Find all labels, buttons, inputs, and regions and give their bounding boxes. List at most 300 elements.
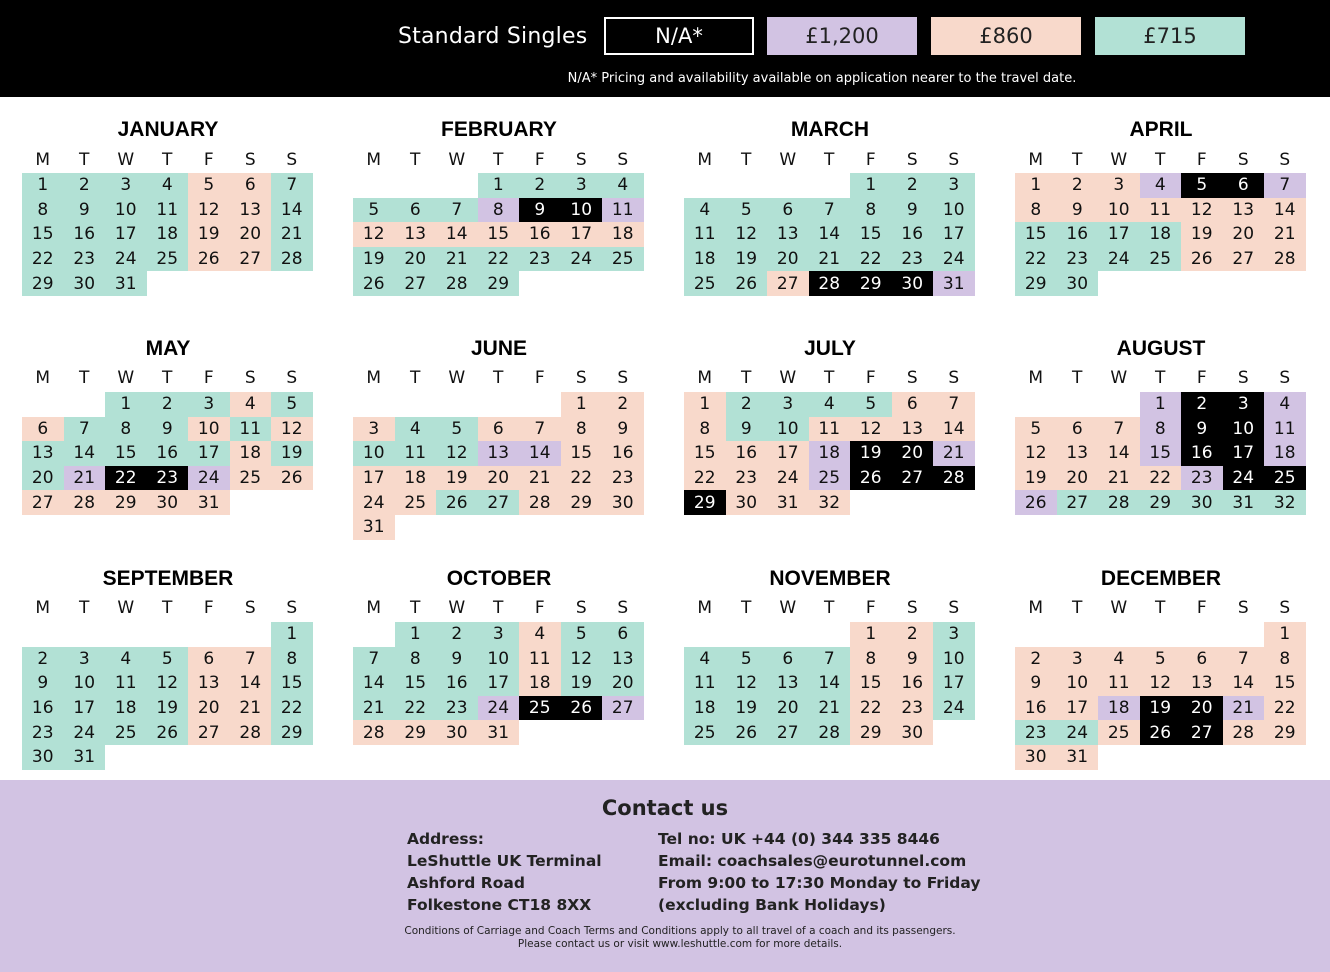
day-cell: 10 bbox=[64, 671, 106, 696]
day-cell: 18 bbox=[602, 222, 644, 247]
weekday-label: T bbox=[824, 368, 835, 388]
month-title: JANUARY bbox=[117, 118, 219, 141]
day-cell: 14 bbox=[436, 222, 478, 247]
day-cell: 32 bbox=[1264, 490, 1306, 515]
day-cell: 23 bbox=[602, 466, 644, 491]
day-cell: 6 bbox=[892, 392, 934, 417]
day-cell: 4 bbox=[1264, 392, 1306, 417]
day-cell: 13 bbox=[1181, 671, 1223, 696]
weekday-label: T bbox=[493, 368, 504, 388]
day-cell: 18 bbox=[1264, 441, 1306, 466]
address-line: Address: bbox=[407, 830, 484, 848]
weekday-label: T bbox=[79, 598, 90, 618]
weekday-label: S bbox=[1237, 368, 1249, 388]
day-cell: 5 bbox=[1015, 417, 1057, 442]
day-cell: 25 bbox=[395, 490, 437, 515]
day-cell: 9 bbox=[22, 671, 64, 696]
day-cell: 15 bbox=[1015, 222, 1057, 247]
weekday-label: F bbox=[1196, 150, 1207, 170]
day-cell: 14 bbox=[1264, 198, 1306, 223]
day-cell: 21 bbox=[933, 441, 975, 466]
day-cell: 12 bbox=[353, 222, 395, 247]
day-cell: 31 bbox=[105, 271, 147, 296]
day-cell: 9 bbox=[147, 417, 189, 442]
day-cell: 11 bbox=[1140, 198, 1182, 223]
day-cell: 21 bbox=[1223, 696, 1265, 721]
day-cell: 28 bbox=[933, 466, 975, 491]
day-cell: 13 bbox=[602, 647, 644, 672]
day-cell: 20 bbox=[1181, 696, 1223, 721]
day-cell: 29 bbox=[271, 720, 313, 745]
day-cell: 29 bbox=[850, 271, 892, 296]
day-cell: 19 bbox=[436, 466, 478, 491]
day-cell: 7 bbox=[809, 647, 851, 672]
day-cell: 7 bbox=[230, 647, 272, 672]
day-cell: 19 bbox=[188, 222, 230, 247]
day-cell: 4 bbox=[602, 173, 644, 198]
day-cell: 12 bbox=[436, 441, 478, 466]
email-line: Email: coachsales@eurotunnel.com bbox=[658, 852, 967, 870]
day-cell: 20 bbox=[22, 466, 64, 491]
day-cell: 18 bbox=[519, 671, 561, 696]
day-cell: 11 bbox=[1264, 417, 1306, 442]
day-cell: 25 bbox=[684, 720, 726, 745]
day-cell: 10 bbox=[478, 647, 520, 672]
day-cell: 13 bbox=[1223, 198, 1265, 223]
day-cell: 28 bbox=[271, 247, 313, 272]
month-title: MAY bbox=[145, 337, 191, 360]
day-cell: 4 bbox=[105, 647, 147, 672]
day-cell: 8 bbox=[1140, 417, 1182, 442]
day-cell: 5 bbox=[271, 392, 313, 417]
weekday-label: S bbox=[244, 368, 256, 388]
month-title: AUGUST bbox=[1116, 337, 1206, 360]
day-cell: 16 bbox=[892, 222, 934, 247]
day-cell: 29 bbox=[478, 271, 520, 296]
day-cell: 9 bbox=[892, 198, 934, 223]
day-cell: 27 bbox=[1181, 720, 1223, 745]
day-cell: 12 bbox=[850, 417, 892, 442]
day-cell: 31 bbox=[353, 515, 395, 540]
day-cell: 16 bbox=[519, 222, 561, 247]
day-cell: 13 bbox=[188, 671, 230, 696]
weekday-label: T bbox=[741, 368, 752, 388]
day-cell: 23 bbox=[436, 696, 478, 721]
day-cell: 10 bbox=[188, 417, 230, 442]
weekday-label: T bbox=[79, 150, 90, 170]
day-cell: 21 bbox=[1098, 466, 1140, 491]
day-cell: 29 bbox=[561, 490, 603, 515]
day-cell: 15 bbox=[850, 222, 892, 247]
day-cell: 26 bbox=[353, 271, 395, 296]
na-note: N/A* Pricing and availability available on application nearer to the travel date. bbox=[567, 71, 1077, 86]
day-cell: 26 bbox=[1015, 490, 1057, 515]
day-cell: 30 bbox=[147, 490, 189, 515]
day-cell: 16 bbox=[64, 222, 106, 247]
day-cell: 24 bbox=[561, 247, 603, 272]
day-cell: 21 bbox=[519, 466, 561, 491]
day-cell: 16 bbox=[726, 441, 768, 466]
day-cell: 19 bbox=[1140, 696, 1182, 721]
day-cell: 4 bbox=[147, 173, 189, 198]
day-cell: 28 bbox=[64, 490, 106, 515]
day-cell: 17 bbox=[353, 466, 395, 491]
day-cell: 4 bbox=[395, 417, 437, 442]
weekday-label: S bbox=[575, 150, 587, 170]
day-cell: 23 bbox=[1015, 720, 1057, 745]
day-cell: 26 bbox=[726, 271, 768, 296]
day-cell: 11 bbox=[684, 671, 726, 696]
day-cell: 3 bbox=[105, 173, 147, 198]
day-cell: 23 bbox=[892, 696, 934, 721]
day-cell: 24 bbox=[933, 696, 975, 721]
weekday-label: M bbox=[697, 150, 713, 170]
weekday-label: T bbox=[741, 598, 752, 618]
weekday-label: S bbox=[906, 150, 918, 170]
day-cell: 15 bbox=[561, 441, 603, 466]
weekday-label: S bbox=[244, 598, 256, 618]
weekday-label: M bbox=[1028, 150, 1044, 170]
day-cell: 11 bbox=[105, 671, 147, 696]
weekday-label: W bbox=[779, 598, 797, 618]
pricing-header bbox=[0, 0, 1330, 97]
day-cell: 14 bbox=[353, 671, 395, 696]
month-title: DECEMBER bbox=[1100, 567, 1222, 590]
day-cell: 11 bbox=[602, 198, 644, 223]
weekday-label: S bbox=[286, 368, 298, 388]
day-cell: 30 bbox=[892, 271, 934, 296]
day-cell: 15 bbox=[478, 222, 520, 247]
day-cell: 24 bbox=[1098, 247, 1140, 272]
day-cell: 4 bbox=[519, 622, 561, 647]
weekday-label: T bbox=[1072, 150, 1083, 170]
day-cell: 20 bbox=[767, 247, 809, 272]
day-cell: 3 bbox=[933, 622, 975, 647]
weekday-label: T bbox=[410, 598, 421, 618]
day-cell: 28 bbox=[1264, 247, 1306, 272]
day-cell: 27 bbox=[395, 271, 437, 296]
day-cell: 4 bbox=[1140, 173, 1182, 198]
day-cell: 22 bbox=[1015, 247, 1057, 272]
day-cell: 12 bbox=[188, 198, 230, 223]
day-cell: 5 bbox=[850, 392, 892, 417]
standard-singles-label: Standard Singles bbox=[398, 24, 588, 49]
day-cell: 25 bbox=[105, 720, 147, 745]
day-cell: 11 bbox=[395, 441, 437, 466]
contact-details bbox=[658, 828, 980, 916]
day-cell: 16 bbox=[1015, 696, 1057, 721]
day-cell: 12 bbox=[147, 671, 189, 696]
day-cell: 27 bbox=[230, 247, 272, 272]
day-cell: 28 bbox=[519, 490, 561, 515]
weekday-label: T bbox=[162, 150, 173, 170]
day-cell: 31 bbox=[1057, 745, 1099, 770]
fine-print bbox=[0, 925, 1330, 950]
day-cell: 30 bbox=[602, 490, 644, 515]
day-cell: 16 bbox=[22, 696, 64, 721]
day-cell: 20 bbox=[767, 696, 809, 721]
day-cell: 2 bbox=[1181, 392, 1223, 417]
day-cell: 15 bbox=[684, 441, 726, 466]
day-cell: 18 bbox=[395, 466, 437, 491]
day-cell: 8 bbox=[1015, 198, 1057, 223]
day-cell: 28 bbox=[353, 720, 395, 745]
weekday-label: M bbox=[1028, 368, 1044, 388]
day-cell: 23 bbox=[1181, 466, 1223, 491]
weekday-label: M bbox=[366, 368, 382, 388]
day-cell: 26 bbox=[850, 466, 892, 491]
day-cell: 29 bbox=[1264, 720, 1306, 745]
day-cell: 21 bbox=[64, 466, 106, 491]
weekday-label: M bbox=[366, 150, 382, 170]
weekday-label: M bbox=[697, 598, 713, 618]
day-cell: 3 bbox=[933, 173, 975, 198]
day-cell: 9 bbox=[64, 198, 106, 223]
day-cell: 17 bbox=[1223, 441, 1265, 466]
day-cell: 3 bbox=[478, 622, 520, 647]
day-cell: 22 bbox=[22, 247, 64, 272]
day-cell: 14 bbox=[230, 671, 272, 696]
day-cell: 30 bbox=[892, 720, 934, 745]
phone-line: Tel no: UK +44 (0) 344 335 8446 bbox=[658, 830, 940, 848]
weekday-label: T bbox=[824, 598, 835, 618]
day-cell: 12 bbox=[271, 417, 313, 442]
day-cell: 3 bbox=[1098, 173, 1140, 198]
day-cell: 13 bbox=[22, 441, 64, 466]
day-cell: 3 bbox=[561, 173, 603, 198]
weekday-label: F bbox=[865, 368, 876, 388]
day-cell: 2 bbox=[519, 173, 561, 198]
day-cell: 7 bbox=[1264, 173, 1306, 198]
weekday-label: S bbox=[575, 598, 587, 618]
day-cell: 31 bbox=[767, 490, 809, 515]
day-cell: 30 bbox=[1181, 490, 1223, 515]
day-cell: 23 bbox=[64, 247, 106, 272]
day-cell: 20 bbox=[892, 441, 934, 466]
day-cell: 25 bbox=[147, 247, 189, 272]
day-cell: 20 bbox=[478, 466, 520, 491]
weekday-label: F bbox=[865, 150, 876, 170]
day-cell: 22 bbox=[1264, 696, 1306, 721]
day-cell: 18 bbox=[684, 696, 726, 721]
day-cell: 19 bbox=[561, 671, 603, 696]
day-cell: 9 bbox=[892, 647, 934, 672]
weekday-label: F bbox=[1196, 598, 1207, 618]
day-cell: 13 bbox=[478, 441, 520, 466]
contact-title: Contact us bbox=[601, 796, 729, 820]
day-cell: 30 bbox=[22, 745, 64, 770]
weekday-label: F bbox=[203, 150, 214, 170]
day-cell: 30 bbox=[64, 271, 106, 296]
weekday-label: W bbox=[1110, 598, 1128, 618]
day-cell: 32 bbox=[809, 490, 851, 515]
day-cell: 15 bbox=[105, 441, 147, 466]
weekday-label: W bbox=[779, 368, 797, 388]
weekday-label: F bbox=[203, 368, 214, 388]
weekday-label: S bbox=[575, 368, 587, 388]
day-cell: 6 bbox=[767, 198, 809, 223]
day-cell: 17 bbox=[188, 441, 230, 466]
day-cell: 6 bbox=[602, 622, 644, 647]
day-cell: 8 bbox=[561, 417, 603, 442]
day-cell: 20 bbox=[602, 671, 644, 696]
day-cell: 26 bbox=[271, 466, 313, 491]
day-cell: 19 bbox=[1015, 466, 1057, 491]
day-cell: 3 bbox=[767, 392, 809, 417]
day-cell: 10 bbox=[105, 198, 147, 223]
day-cell: 9 bbox=[1181, 417, 1223, 442]
day-cell: 12 bbox=[726, 671, 768, 696]
weekday-label: S bbox=[1279, 368, 1291, 388]
weekday-label: W bbox=[448, 598, 466, 618]
day-cell: 1 bbox=[22, 173, 64, 198]
day-cell: 15 bbox=[22, 222, 64, 247]
day-cell: 24 bbox=[64, 720, 106, 745]
day-cell: 22 bbox=[478, 247, 520, 272]
address-block bbox=[407, 828, 602, 916]
day-cell: 27 bbox=[1223, 247, 1265, 272]
weekday-label: S bbox=[244, 150, 256, 170]
fine-print-line: Conditions of Carriage and Coach Terms and Conditions apply to all travel of a coach and its passengers. bbox=[404, 925, 956, 937]
day-cell: 6 bbox=[1181, 647, 1223, 672]
day-cell: 17 bbox=[1057, 696, 1099, 721]
day-cell: 6 bbox=[22, 417, 64, 442]
day-cell: 26 bbox=[561, 696, 603, 721]
weekday-label: S bbox=[948, 368, 960, 388]
day-cell: 10 bbox=[1098, 198, 1140, 223]
day-cell: 2 bbox=[147, 392, 189, 417]
day-cell: 1 bbox=[1264, 622, 1306, 647]
day-cell: 20 bbox=[230, 222, 272, 247]
day-cell: 14 bbox=[933, 417, 975, 442]
day-cell: 29 bbox=[395, 720, 437, 745]
weekday-label: W bbox=[117, 598, 135, 618]
day-cell: 2 bbox=[436, 622, 478, 647]
day-cell: 14 bbox=[1098, 441, 1140, 466]
day-cell: 22 bbox=[395, 696, 437, 721]
weekday-label: M bbox=[697, 368, 713, 388]
price-na: N/A* bbox=[604, 17, 754, 55]
day-cell: 28 bbox=[1098, 490, 1140, 515]
day-cell: 11 bbox=[684, 222, 726, 247]
day-cell: 11 bbox=[809, 417, 851, 442]
day-cell: 6 bbox=[395, 198, 437, 223]
day-cell: 29 bbox=[105, 490, 147, 515]
day-cell: 23 bbox=[1057, 247, 1099, 272]
day-cell: 29 bbox=[22, 271, 64, 296]
day-cell: 19 bbox=[850, 441, 892, 466]
day-cell: 24 bbox=[188, 466, 230, 491]
weekday-label: F bbox=[203, 598, 214, 618]
weekday-label: S bbox=[1279, 150, 1291, 170]
day-cell: 11 bbox=[1098, 671, 1140, 696]
day-cell: 2 bbox=[22, 647, 64, 672]
day-cell: 14 bbox=[809, 671, 851, 696]
weekday-label: S bbox=[286, 598, 298, 618]
day-cell: 26 bbox=[147, 720, 189, 745]
day-cell: 10 bbox=[1223, 417, 1265, 442]
weekday-label: M bbox=[1028, 598, 1044, 618]
day-cell: 21 bbox=[230, 696, 272, 721]
day-cell: 14 bbox=[271, 198, 313, 223]
weekday-label: S bbox=[1237, 598, 1249, 618]
day-cell: 30 bbox=[1057, 271, 1099, 296]
weekday-label: W bbox=[1110, 368, 1128, 388]
day-cell: 21 bbox=[436, 247, 478, 272]
day-cell: 25 bbox=[1140, 247, 1182, 272]
day-cell: 30 bbox=[436, 720, 478, 745]
day-cell: 25 bbox=[602, 247, 644, 272]
day-cell: 13 bbox=[1057, 441, 1099, 466]
day-cell: 17 bbox=[933, 671, 975, 696]
weekday-label: F bbox=[865, 598, 876, 618]
day-cell: 5 bbox=[726, 198, 768, 223]
day-cell: 21 bbox=[809, 247, 851, 272]
day-cell: 14 bbox=[1223, 671, 1265, 696]
day-cell: 20 bbox=[1223, 222, 1265, 247]
day-cell: 2 bbox=[892, 173, 934, 198]
day-cell: 3 bbox=[1057, 647, 1099, 672]
weekday-label: S bbox=[286, 150, 298, 170]
day-cell: 8 bbox=[478, 198, 520, 223]
day-cell: 8 bbox=[105, 417, 147, 442]
weekday-label: W bbox=[448, 368, 466, 388]
day-cell: 9 bbox=[602, 417, 644, 442]
day-cell: 30 bbox=[1015, 745, 1057, 770]
price-1200: £1,200 bbox=[767, 17, 917, 55]
day-cell: 1 bbox=[850, 173, 892, 198]
day-cell: 11 bbox=[519, 647, 561, 672]
weekday-label: T bbox=[1072, 368, 1083, 388]
day-cell: 27 bbox=[22, 490, 64, 515]
day-cell: 31 bbox=[188, 490, 230, 515]
day-cell: 7 bbox=[519, 417, 561, 442]
day-cell: 10 bbox=[561, 198, 603, 223]
day-cell: 1 bbox=[105, 392, 147, 417]
day-cell: 10 bbox=[353, 441, 395, 466]
month-title: APRIL bbox=[1129, 118, 1193, 141]
day-cell: 19 bbox=[726, 247, 768, 272]
day-cell: 19 bbox=[147, 696, 189, 721]
day-cell: 2 bbox=[64, 173, 106, 198]
day-cell: 10 bbox=[1057, 671, 1099, 696]
weekday-label: W bbox=[448, 150, 466, 170]
day-cell: 15 bbox=[1140, 441, 1182, 466]
day-cell: 1 bbox=[395, 622, 437, 647]
weekday-label: T bbox=[79, 368, 90, 388]
day-cell: 31 bbox=[1223, 490, 1265, 515]
day-cell: 21 bbox=[271, 222, 313, 247]
day-cell: 29 bbox=[1140, 490, 1182, 515]
day-cell: 14 bbox=[519, 441, 561, 466]
day-cell: 17 bbox=[561, 222, 603, 247]
month-title: JULY bbox=[804, 337, 856, 360]
weekday-label: T bbox=[1072, 598, 1083, 618]
weekday-label: S bbox=[617, 150, 629, 170]
weekday-label: T bbox=[1155, 368, 1166, 388]
day-cell: 23 bbox=[519, 247, 561, 272]
day-cell: 26 bbox=[1140, 720, 1182, 745]
day-cell: 15 bbox=[1264, 671, 1306, 696]
day-cell: 23 bbox=[22, 720, 64, 745]
day-cell: 31 bbox=[478, 720, 520, 745]
day-cell: 15 bbox=[850, 671, 892, 696]
day-cell: 11 bbox=[230, 417, 272, 442]
day-cell: 18 bbox=[1140, 222, 1182, 247]
weekday-label: F bbox=[534, 598, 545, 618]
day-cell: 7 bbox=[64, 417, 106, 442]
address-line: Ashford Road bbox=[407, 874, 525, 892]
